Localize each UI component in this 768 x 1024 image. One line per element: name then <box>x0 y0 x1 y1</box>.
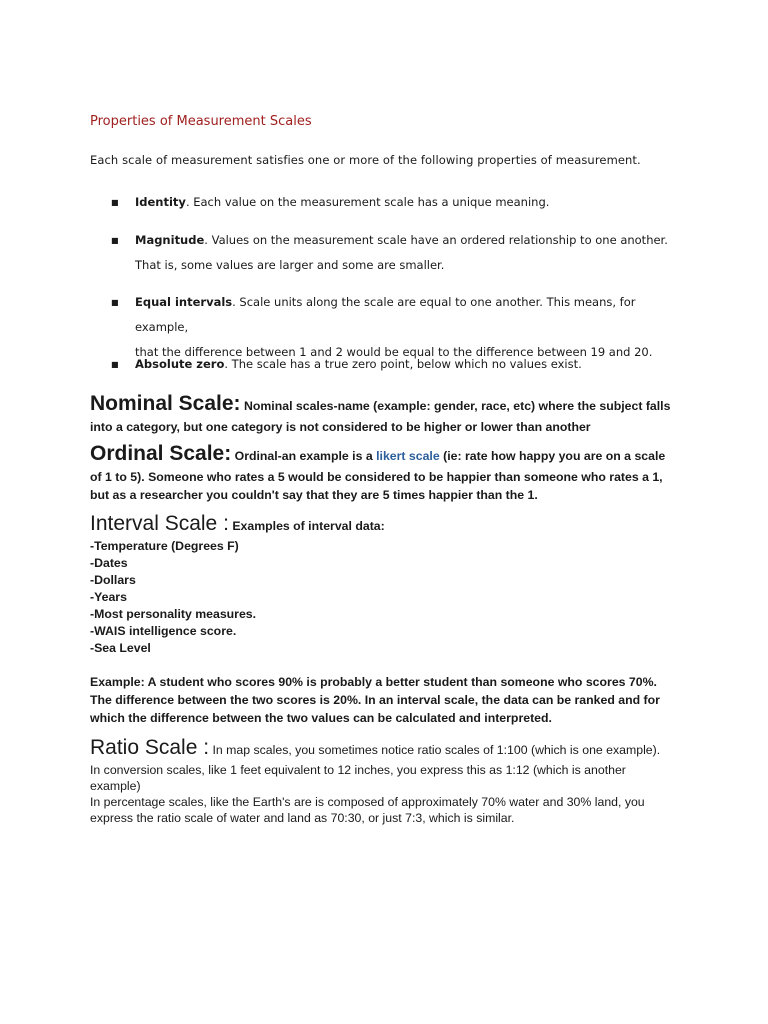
property-description: . Values on the measurement scale have an ordered relationship to one another. <box>204 233 668 247</box>
property-term: Identity <box>135 195 186 209</box>
ordinal-text-line3: but as a researcher you couldn't say that they are 5 times happier than the 1. <box>90 488 538 502</box>
ratio-heading: Ratio Scale : <box>90 736 210 759</box>
property-description: . Scale units along the scale are equal to one another. This means, for example, <box>135 295 636 334</box>
property-description: . The scale has a true zero point, below which no values exist. <box>224 357 582 371</box>
nominal-heading: Nominal Scale: <box>90 392 241 415</box>
ratio-section <box>90 736 690 826</box>
interval-list-item: -Years <box>90 590 127 604</box>
property-description: . Each value on the measurement scale has a unique meaning. <box>185 195 550 209</box>
interval-heading: Interval Scale : <box>90 512 229 535</box>
ordinal-text-cont: (ie: rate how happy you are on a scale <box>439 449 666 463</box>
nominal-text: Nominal scales-name (example: gender, race, etc) where the subject falls <box>240 399 671 413</box>
interval-example-line2: The difference between the two scores is 20%. In an interval scale, the data can be ranked and for <box>90 693 660 707</box>
interval-list-item: -Dates <box>90 556 128 570</box>
ordinal-section <box>90 442 690 504</box>
property-magnitude <box>113 228 683 278</box>
interval-list-item: -WAIS intelligence score. <box>90 624 237 638</box>
likert-scale-link[interactable]: likert scale <box>376 449 440 463</box>
ordinal-heading: Ordinal Scale: <box>90 442 232 465</box>
bullet-icon: ■ <box>111 236 119 245</box>
ratio-text-line5: express the ratio scale of water and land as 70:30, or just 7:3, which is similar. <box>90 811 515 825</box>
interval-list-item: -Dollars <box>90 573 136 587</box>
interval-list-item: -Temperature (Degrees F) <box>90 539 239 553</box>
property-description-line2: that the difference between 1 and 2 would be equal to the difference between 19 and 20. <box>135 345 653 359</box>
property-description-line2: That is, some values are larger and some are smaller. <box>135 258 445 272</box>
ordinal-text-line2: of 1 to 5). Someone who rates a 5 would be considered to be happier than someone who rates a 1, <box>90 470 663 484</box>
property-absolute-zero <box>113 352 683 377</box>
ratio-text: In map scales, you sometimes notice ratio scales of 1:100 (which is one example). <box>209 743 661 757</box>
interval-list-item: -Most personality measures. <box>90 607 257 621</box>
bullet-icon: ■ <box>111 198 119 207</box>
page-title: Properties of Measurement Scales <box>90 114 312 129</box>
bullet-icon: ■ <box>111 298 119 307</box>
interval-list-item: -Sea Level <box>90 641 151 655</box>
intro-text: Each scale of measurement satisfies one or more of the following properties of measurement. <box>90 153 641 167</box>
ordinal-text: Ordinal-an example is a <box>231 449 377 463</box>
ratio-text-line4: In percentage scales, like the Earth's are is composed of approximately 70% water and 30% land, you <box>90 795 645 809</box>
property-identity <box>113 190 683 215</box>
interval-subheading: Examples of interval data: <box>228 519 385 533</box>
property-term: Absolute zero <box>135 357 225 371</box>
ratio-text-line2: In conversion scales, like 1 feet equivalent to 12 inches, you express this as 1:12 (which is another <box>90 763 626 777</box>
property-term: Equal intervals <box>135 295 233 309</box>
interval-section <box>90 512 690 727</box>
ratio-text-line3: example) <box>90 779 141 793</box>
property-term: Magnitude <box>135 233 205 247</box>
interval-example-line1: Example: A student who scores 90% is probably a better student than someone who scores 70%. <box>90 675 657 689</box>
interval-example-line3: which the difference between the two values can be calculated and interpreted. <box>90 711 552 725</box>
bullet-icon: ■ <box>111 360 119 369</box>
nominal-section <box>90 392 690 436</box>
nominal-text-line2: into a category, but one category is not considered to be higher or lower than another <box>90 420 591 434</box>
